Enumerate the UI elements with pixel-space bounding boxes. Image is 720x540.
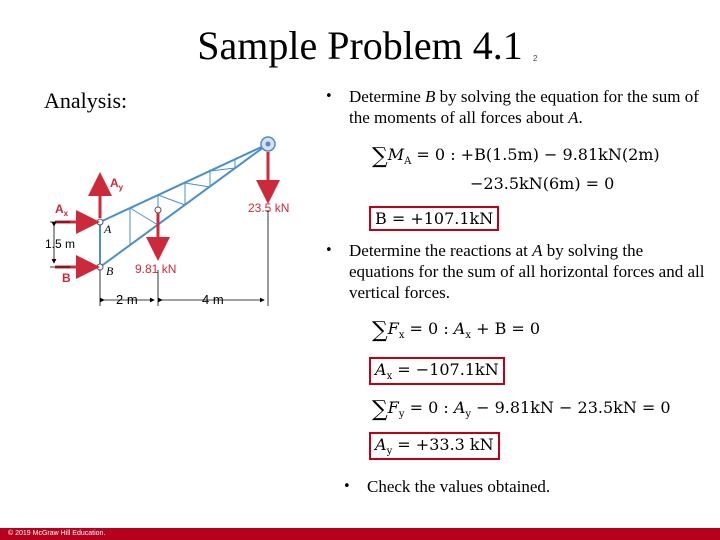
result-ax-box: $A_x = -107.1kN$ (369, 357, 505, 385)
bullet-check: • Check the values obtained. (343, 477, 551, 496)
analysis-heading: Analysis: (44, 88, 128, 113)
bullet-moments: • Determine B by solving the equation for the sum of the moments of all forces about A. (325, 87, 699, 127)
truss-members (100, 144, 268, 267)
label-dim-2m: 2 m (116, 292, 138, 307)
label-point-b: B (106, 264, 114, 278)
sum-fy-equation: $\sum F_y = 0$ : $A_y - 9.81kN - 23.5kN = 0$ (372, 397, 671, 422)
bullet-reactions: • Determine the reactions at A by solving the equations for the sum of all horizontal forces and all vertical forces. (325, 241, 705, 302)
result-ay-box: $A_y = +33.3$ kN (369, 432, 500, 460)
label-ax: $A_x$ (55, 202, 69, 218)
support-b-icon (97, 264, 103, 270)
truss-diagram (40, 130, 310, 315)
label-point-a: A (104, 222, 112, 236)
slide-title: Sample Problem 4.1 (197, 23, 523, 68)
label-dim-4m: 4 m (202, 292, 224, 307)
sum-fx-equation: $\sum F_x = 0$ : $A_x + B = 0$ (372, 318, 541, 343)
truss-web (130, 159, 235, 245)
label-ay: $A_y$ (110, 176, 124, 192)
label-dim-vertical: 1.5 m (45, 237, 76, 251)
label-load-big: 23.5 kN (248, 201, 290, 215)
copyright-text: © 2019 McGraw Hill Education. (8, 530, 106, 537)
support-a-icon (97, 219, 103, 225)
label-b-force: B (62, 271, 71, 285)
slide-number: 2 (533, 54, 538, 63)
label-load-small: 9.81 kN (135, 262, 177, 276)
moment-equation-line2: −23.5kN(6m) = 0 (470, 174, 615, 193)
result-b-box: B = +107.1kN (369, 206, 499, 231)
moment-equation-line1: $\sum M_A = 0$ : +B(1.5m) − 9.81kN(2m) (372, 144, 660, 169)
footer-bar (0, 528, 720, 540)
